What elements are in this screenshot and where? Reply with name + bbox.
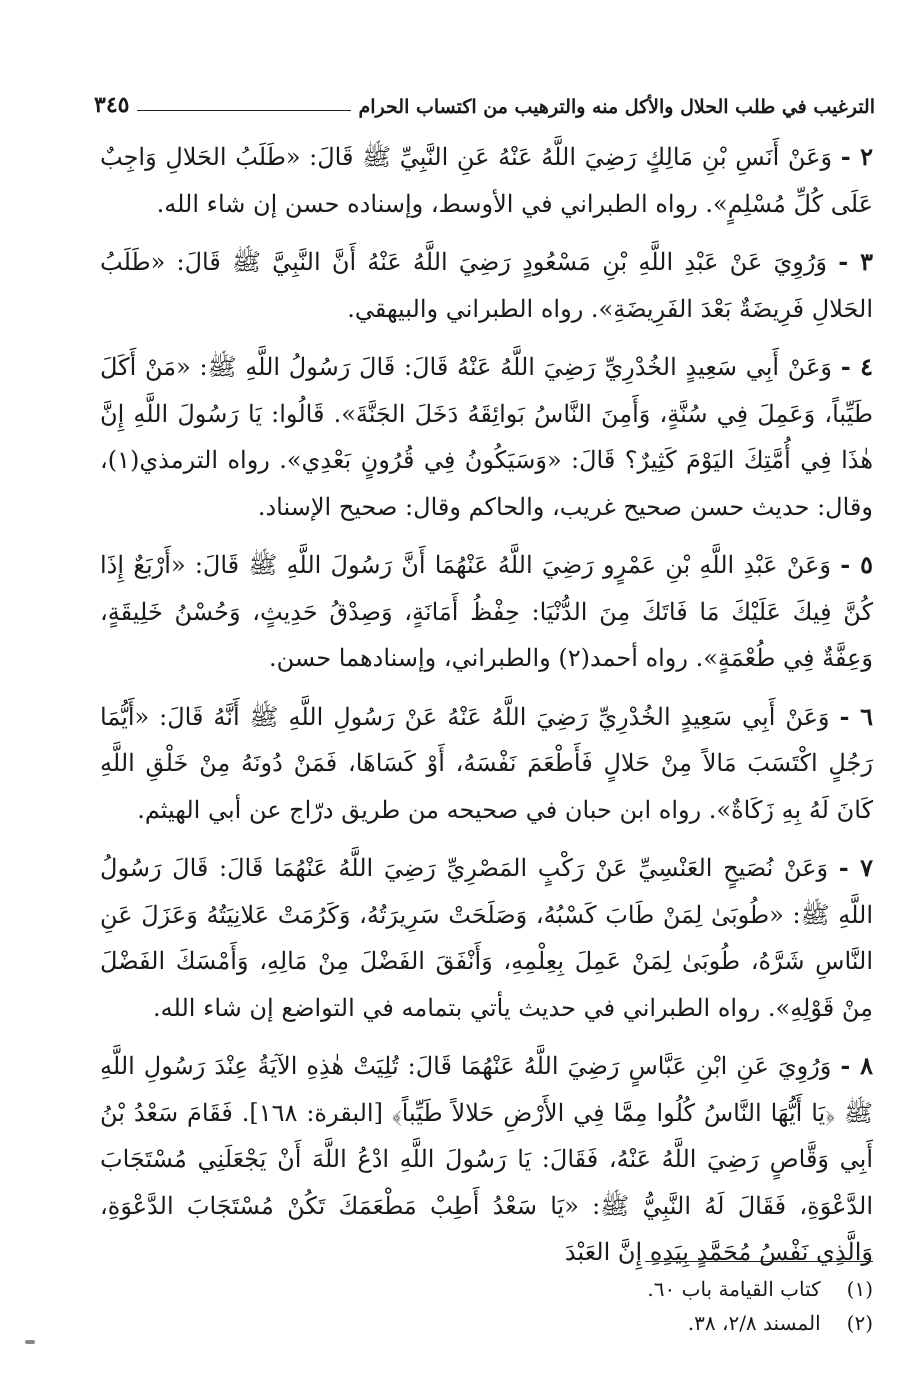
hadith-text: وَعَنْ أَبِي سَعِيدٍ الخُدْرِيِّ رَضِيَ اللَّهُ عَنْهُ قَالَ: قَالَ رَسُولُ اللَّهِ ﷺ: «مَنْ أَكَلَ طَيِّباً، وَعَمِلَ فِي سُنَّةٍ، وَأَمِنَ النَّاسُ بَوائِقَهُ دَخَلَ الجَنَّةَ». قَالُوا: يَا رَسُولَ اللَّهِ إِنَّ هٰذَا فِي أُمَّتِكَ اليَوْمَ كَثِيرٌ؟ قَالَ: «وَسَيَكُونُ فِي قُرُونٍ بَعْدِي». رواه الترمذي(١)، وقال: حديث حسن صحيح غريب، والحاكم وقال: صحيح الإسناد. <box>100 353 873 521</box>
hadith-number: ٦ - <box>839 701 873 731</box>
hadith-text: وَعَنْ أَبِي سَعِيدٍ الخُدْرِيِّ رَضِيَ اللَّهُ عَنْهُ عَنْ رَسُولِ اللَّهِ ﷺ أَنَّهُ قَالَ: «أَيُّمَا رَجُلٍ اكْتَسَبَ مَالاً مِنْ حَلالٍ فَأَطْعَمَ نَفْسَهُ، أَوْ كَسَاهَا، فَمَنْ دُونَهُ مِنْ خَلْقِ اللَّهِ كَانَ لَهُ بِهِ زَكَاةٌ». رواه ابن حبان في صحيحه من طريق درّاج عن أبي الهيثم. <box>100 702 873 824</box>
hadith-number: ٥ - <box>840 550 873 579</box>
hadith-number: ٤ - <box>840 352 873 381</box>
footnotes <box>100 1272 873 1340</box>
page-header <box>94 88 875 118</box>
hadith-paragraph <box>100 542 873 682</box>
hadith-paragraph <box>100 134 873 227</box>
running-title: الترغيب في طلب الحلال والأكل منه والترهيب من اكتساب الحرام <box>358 96 875 118</box>
footnote <box>100 1306 873 1340</box>
page-number: ٣٤٥ <box>94 92 130 118</box>
hadith-text: وَرُوِيَ عَنِ ابْنِ عَبَّاسٍ رَضِيَ اللَّهُ عَنْهُمَا قَالَ: تُلِيَتْ هٰذِهِ الآيَةُ عِنْدَ رَسُولِ اللَّهِ ﷺ ﴿يَا أَيُّهَا النَّاسُ كُلُوا مِمَّا فِي الأَرْضِ حَلالاً طَيِّباً﴾ [البقرة: ١٦٨]. فَقَامَ سَعْدُ بْنُ أَبِي وَقَّاصٍ رَضِيَ اللَّهُ عَنْهُ، فَقَالَ: يَا رَسُولَ اللَّهِ ادْعُ اللَّهَ أَنْ يَجْعَلَنِي مُسْتَجَابَ الدَّعْوَةِ، فَقَالَ لَهُ النَّبِيُّ ﷺ: «يَا سَعْدُ أَطِبْ مَطْعَمَكَ تَكُنْ مُسْتَجَابَ الدَّعْوَةِ، وَالَّذِي نَفْسُ مُحَمَّدٍ بِيَدِهِ إِنَّ العَبْدَ <box>100 1052 873 1266</box>
hadith-number: ٧ - <box>838 853 873 882</box>
scan-speck <box>25 1340 35 1344</box>
hadith-paragraph <box>100 239 873 332</box>
hadith-paragraph <box>100 344 873 530</box>
footnote-separator <box>645 1261 873 1262</box>
hadith-text: وَرُوِيَ عَنْ عَبْدِ اللَّهِ بْنِ مَسْعُودٍ رَضِيَ اللَّهُ عَنْهُ أَنَّ النَّبِيَّ ﷺ قَالَ: «طَلَبُ الحَلالِ فَرِيضَةٌ بَعْدَ الفَرِيضَةِ». رواه الطبراني والبيهقي. <box>100 248 873 323</box>
hadith-number: ٢ - <box>840 142 874 171</box>
footnote-mark: (١) <box>846 1277 873 1301</box>
hadith-number: ٨ - <box>840 1051 873 1080</box>
footnote-text: كتاب القيامة باب ٦٠. <box>647 1277 821 1301</box>
header-rule <box>137 110 350 111</box>
main-text <box>100 134 873 1288</box>
hadith-paragraph <box>100 1043 873 1276</box>
footnote-text: المسند ٢/٨، ٣٨. <box>687 1311 821 1335</box>
hadith-paragraph <box>100 694 873 834</box>
footnote-mark: (٢) <box>846 1311 873 1335</box>
hadith-paragraph <box>100 845 873 1031</box>
hadith-number: ٣ - <box>838 247 873 276</box>
footnote <box>100 1272 873 1306</box>
hadith-text: وَعَنْ أَنَسِ بْنِ مَالِكٍ رَضِيَ اللَّهُ عَنْهُ عَنِ النَّبِيِّ ﷺ قَالَ: «طَلَبُ الحَلالِ وَاجِبٌ عَلَى كُلِّ مُسْلِمٍ». رواه الطبراني في الأوسط، وإسناده حسن إن شاء الله. <box>100 143 873 218</box>
hadith-text: وَعَنْ عَبْدِ اللَّهِ بْنِ عَمْرٍو رَضِيَ اللَّهُ عَنْهُمَا أَنَّ رَسُولَ اللَّهِ ﷺ قَالَ: «أَرْبَعٌ إِذَا كُنَّ فِيكَ عَلَيْكَ مَا فَاتَكَ مِنَ الدُّنْيَا: حِفْظُ أَمَانَةٍ، وَصِدْقُ حَدِيثٍ، وَحُسْنُ خَلِيقَةٍ، وَعِفَّةٌ فِي طُعْمَةٍ». رواه أحمد(٢) والطبراني، وإسنادهما حسن. <box>100 551 873 672</box>
hadith-text: وَعَنْ نُصَيحٍ العَنْسِيِّ عَنْ رَكْبٍ المَصْرِيِّ رَضِيَ اللَّهُ عَنْهُمَا قَالَ: قَالَ رَسُولُ اللَّهِ ﷺ: «طُوبَىٰ لِمَنْ طَابَ كَسْبُهُ، وَصَلَحَتْ سَرِيرَتُهُ، وَكَرُمَتْ عَلانِيَتُهُ وَعَزَلَ عَنِ النَّاسِ شَرَّهُ، طُوبَىٰ لِمَنْ عَمِلَ بِعِلْمِهِ، وَأَنْفَقَ الفَضْلَ مِنْ مَالِهِ، وَأَمْسَكَ الفَضْلَ مِنْ قَوْلِهِ». رواه الطبراني في حديث يأتي بتمامه في التواضع إن شاء الله. <box>100 854 873 1022</box>
